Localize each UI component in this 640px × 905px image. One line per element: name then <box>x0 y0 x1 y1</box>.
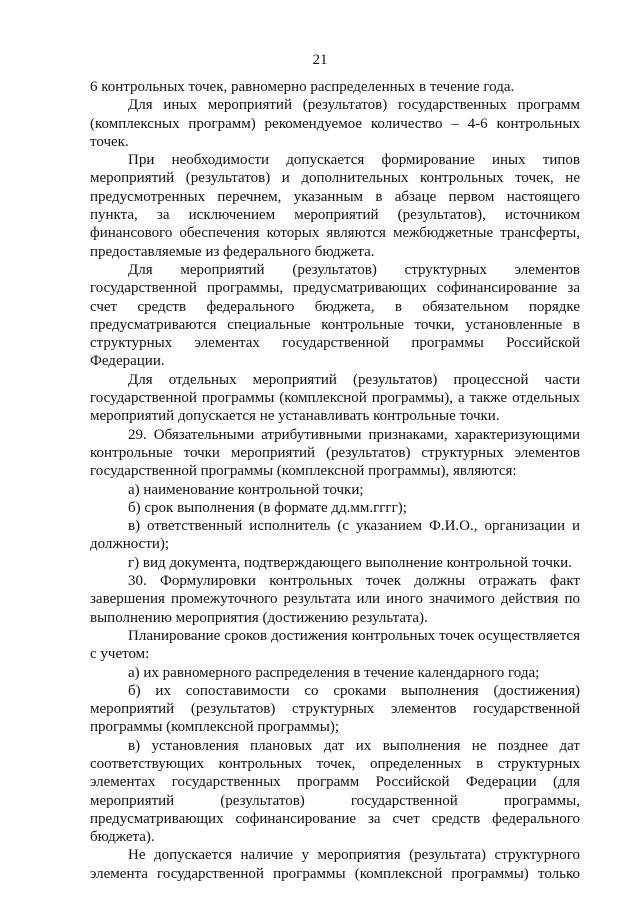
planning-item-v: в) установления плановых дат их выполнения не позднее дат соответствующих контрольных точек, определенных в структурных элементах государственных программ Российской Федерации (для мероприятий (результатов) государственной программы, предусматривающих софинансирование за счет средств федерального бюджета). <box>90 737 580 846</box>
paragraph-not-allowed: Не допускается наличие у мероприятия (результата) структурного элемента государственной программы (комплексной программы) только <box>90 847 580 882</box>
list-item-b: б) срок выполнения (в формате дд.мм.гггг); <box>128 499 407 516</box>
list-item-v: в) ответственный исполнитель (с указанием Ф.И.О., организации и должности); <box>90 518 580 553</box>
page-number: 21 <box>312 52 328 68</box>
paragraph-other-activities: Для иных мероприятий (результатов) государственных программ (комплексных программ) рекомендуемое количество – 4-6 контрольных точек. <box>90 97 580 150</box>
document-body <box>90 78 580 883</box>
list-item-a: а) наименование контрольной точки; <box>128 481 364 498</box>
paragraph-planning: Планирование сроков достижения контрольных точек осуществляется с учетом: <box>90 627 580 663</box>
paragraph-item-29: 29. Обязательными атрибутивными признаками, характеризующими контрольные точки мероприятий (результатов) структурных элементов государственной программы (комплексной программы), являются: <box>90 426 580 480</box>
planning-item-b: б) их сопоставимости со сроками выполнения (достижения) мероприятий (результатов) структурных элементов государственной программы (комплексной программы); <box>90 682 580 736</box>
paragraph-additional-points: При необходимости допускается формирование иных типов мероприятий (результатов) и дополнительных контрольных точек, не предусмотренных перечнем, указанным в абзаце первом настоящего пункта, за исключением мероприятий (результатов), источником финансового обеспечения которых являются межбюджетные трансферты, предоставляемые из федерального бюджета. <box>90 152 580 260</box>
paragraph-continuation: 6 контрольных точек, равномерно распределенных в течение года. <box>90 79 515 95</box>
paragraph-process-part: Для отдельных мероприятий (результатов) процессной части государственной программы (комплексной программы), а также отдельных мероприятий допускается не устанавливать контрольные точки. <box>90 371 580 425</box>
list-item-g: г) вид документа, подтверждающего выполнение контрольной точки. <box>128 554 572 571</box>
paragraph-cofinancing: Для мероприятий (результатов) структурных элементов государственной программы, предусматривающих софинансирование за счет средств федерального бюджета, в обязательном порядке предусматриваются специальные контрольные точки, установленные в структурных элементах государственной программы Российской Федерации. <box>90 261 580 370</box>
paragraph-item-30: 30. Формулировки контрольных точек должны отражать факт завершения промежуточного результата или иного значимого действия по выполнению мероприятия (достижению результата). <box>90 573 580 626</box>
planning-item-a: а) их равномерного распределения в течение календарного года; <box>128 664 540 681</box>
